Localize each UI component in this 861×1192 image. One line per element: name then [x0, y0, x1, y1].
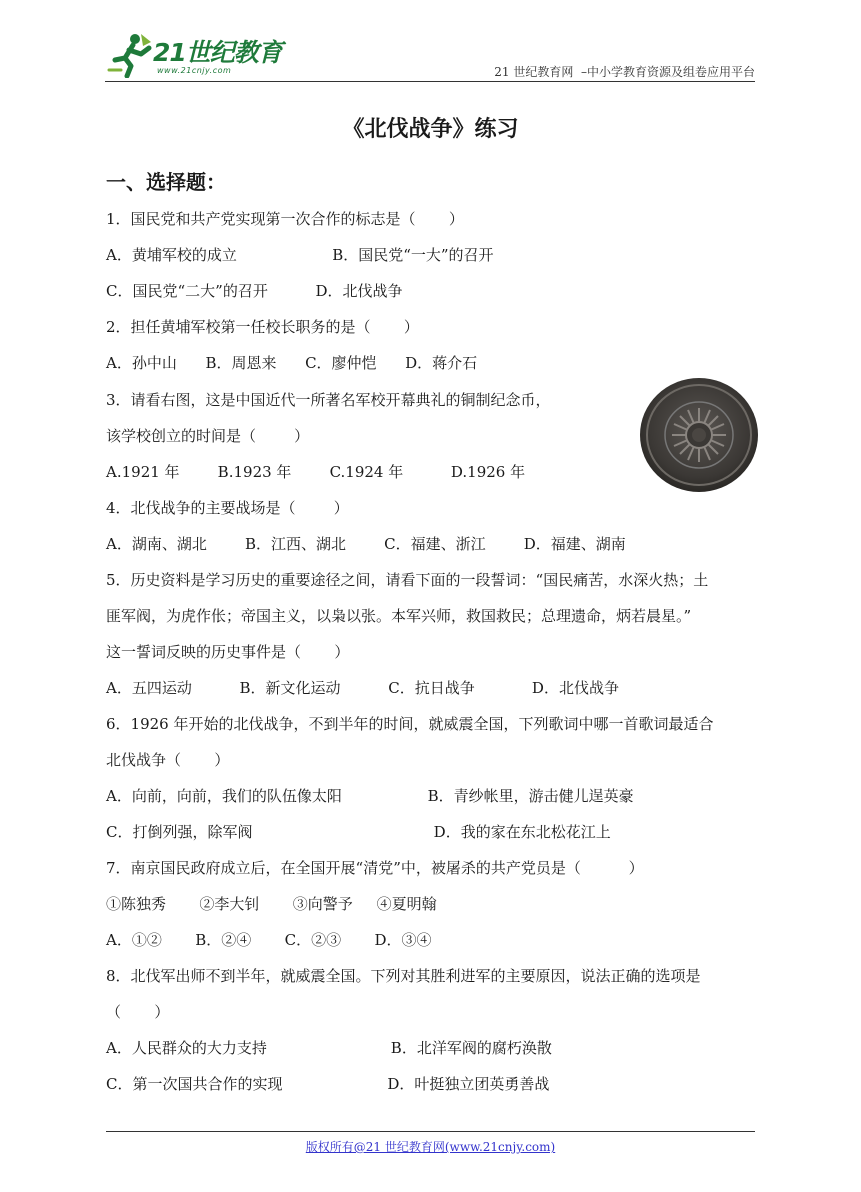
footer-copyright-link[interactable]: 版权所有@21 世纪教育网(www.21cnjy.com)	[305, 1140, 556, 1154]
question-8-options-ab: A．人民群众的大力支持 B．北洋军阀的腐朽涣散	[106, 1039, 552, 1057]
question-5-options: A．五四运动 B．新文化运动 C．抗日战争 D．北伐战争	[106, 679, 619, 697]
question-6-options-cd: C．打倒列强，除军阀 D．我的家在东北松花江上	[106, 823, 611, 841]
logo-text: 21世纪教育	[153, 38, 282, 67]
question-4-options: A．湖南、湖北 B．江西、湖北 C．福建、浙江 D．福建、湖南	[106, 535, 626, 553]
question-3: 3．请看右图，这是中国近代一所著名军校开幕典礼的铜制纪念币，	[106, 391, 551, 409]
question-4: 4．北伐战争的主要战场是（ ）	[106, 499, 349, 517]
question-8-options-cd: C．第一次国共合作的实现 D．叶挺独立团英勇善战	[106, 1075, 550, 1093]
question-8-continued: （ ）	[106, 1003, 170, 1021]
header-divider	[105, 81, 755, 82]
question-1: 1．国民党和共产党实现第一次合作的标志是（ ）	[106, 210, 464, 228]
question-5: 5．历史资料是学习历史的重要途径之间，请看下面的一段誓词：“国民痛苦，水深火热；土	[106, 571, 709, 589]
question-7-options: A．①② B．②④ C．②③ D．③④	[106, 931, 432, 949]
question-3-continued: 该学校创立的时间是（ ）	[106, 427, 310, 445]
footer-divider	[106, 1131, 755, 1132]
question-5-prompt: 这一誓词反映的历史事件是（ ）	[106, 643, 350, 661]
question-1-options-ab: A．黄埔军校的成立 B．国民党“一大”的召开	[106, 246, 494, 264]
site-logo	[105, 32, 285, 80]
logo-url: www.21cnjy.com	[157, 66, 232, 75]
question-5-continued: 匪军阀，为虎作伥；帝国主义，以枭以张。本军兴师，救国救民；总理遗命，炳若晨星。”	[106, 607, 692, 625]
question-6-continued: 北伐战争（ ）	[106, 751, 230, 769]
question-3-options: A.1921 年 B.1923 年 C.1924 年 D.1926 年	[106, 463, 526, 481]
question-6-options-ab: A．向前，向前，我们的队伍像太阳 B．青纱帐里，游击健儿逞英豪	[106, 787, 634, 805]
commemorative-coin-image	[638, 376, 760, 494]
header-site-tagline: 21 世纪教育网 –中小学教育资源及组卷应用平台	[494, 65, 755, 79]
section-heading: 一、选择题：	[106, 170, 226, 194]
question-2-options: A．孙中山 B．周恩来 C．廖仲恺 D．蒋介石	[106, 354, 478, 372]
page-title: 《北伐战争》练习	[342, 117, 519, 142]
runner-logo-icon	[105, 32, 155, 78]
question-7-people: ①陈独秀 ②李大钊 ③向警予 ④夏明翰	[106, 895, 437, 913]
question-2: 2．担任黄埔军校第一任校长职务的是（ ）	[106, 318, 419, 336]
question-8: 8．北伐军出师不到半年，就威震全国。下列对其胜利进军的主要原因，说法正确的选项是	[106, 967, 701, 985]
question-6: 6．1926 年开始的北伐战争，不到半年的时间，就威震全国，下列歌词中哪一首歌词最适合	[106, 715, 714, 733]
page-header	[105, 30, 755, 82]
question-7: 7．南京国民政府成立后，在全国开展“清党”中，被屠杀的共产党员是（ ）	[106, 859, 644, 877]
question-1-options-cd: C．国民党“二大”的召开 D．北伐战争	[106, 282, 403, 300]
